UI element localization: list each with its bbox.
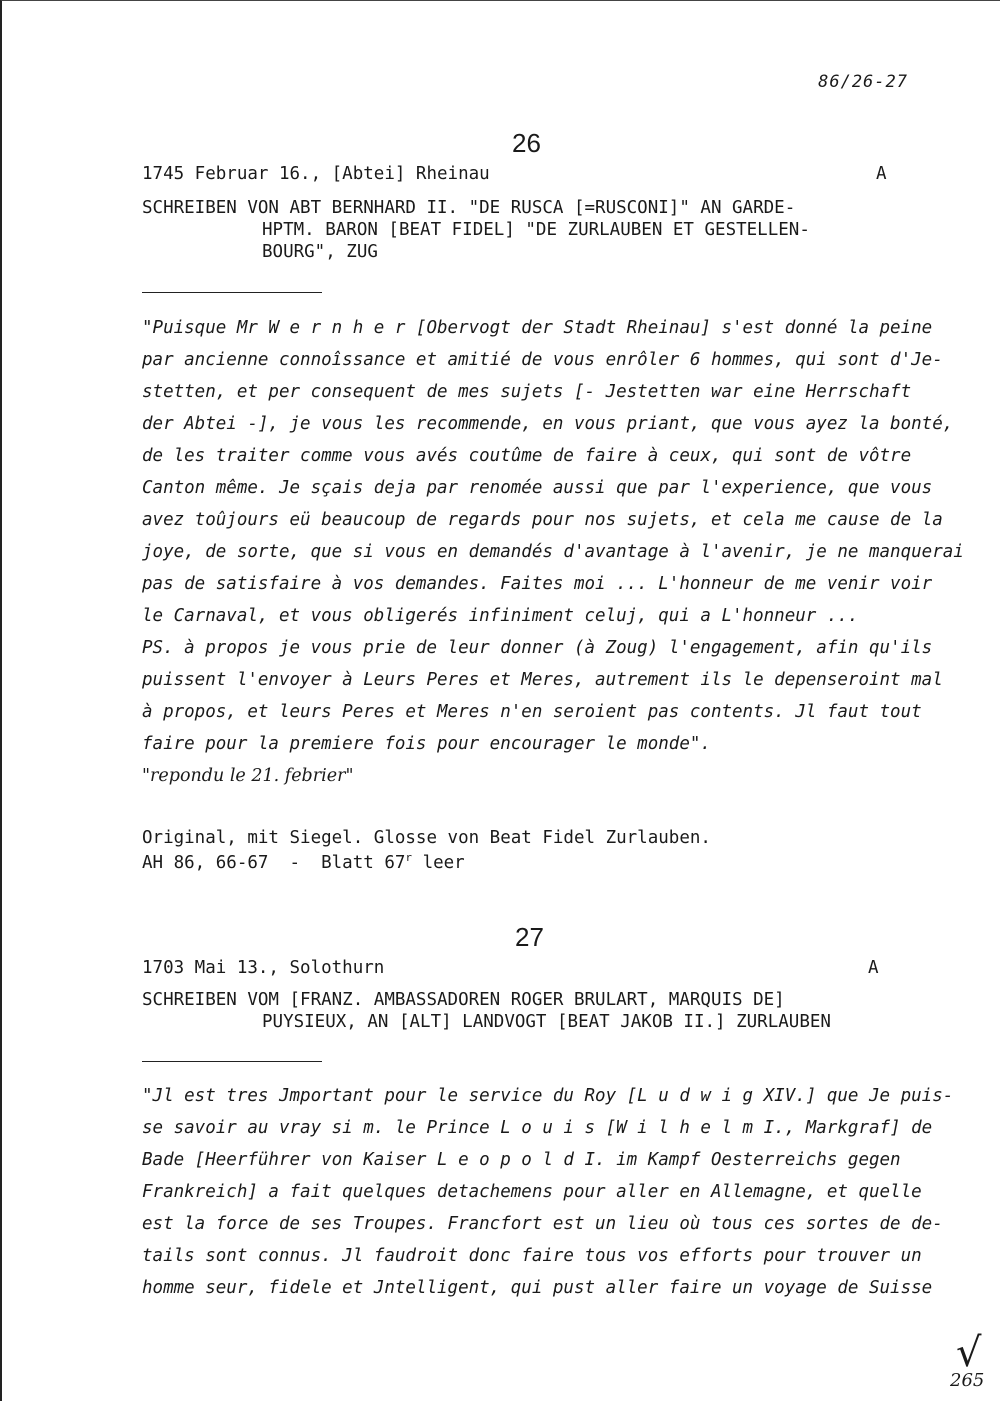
doc26-body xyxy=(142,312,964,792)
doc27-separator xyxy=(142,1061,322,1062)
body-line: le Carnaval, et vous obligerés infiniment celuj, qui a L'honneur ... xyxy=(142,606,859,626)
body-line: stetten, et per consequent de mes sujets [- Jestetten war eine Herrschaft xyxy=(142,382,912,402)
doc26-note-suffix: leer xyxy=(412,852,465,873)
doc27-number: 27 xyxy=(515,922,544,952)
doc27-heading-line: PUYSIEUX, AN [ALT] LANDVOGT [BEAT JAKOB II.] ZURLAUBEN xyxy=(262,1012,831,1032)
body-line: avez toûjours eü beaucoup de regards pour nos sujets, et cela me cause de la xyxy=(142,510,943,530)
doc27-body xyxy=(142,1080,954,1304)
body-line: "Jl est tres Jmportant pour le service du Roy [L u d w i g XIV.] que Je puis- xyxy=(142,1086,954,1106)
body-line: der Abtei -], je vous les recommende, en vous priant, que vous ayez la bonté, xyxy=(142,414,954,434)
doc26-date-place: 1745 Februar 16., [Abtei] Rheinau xyxy=(142,164,490,184)
doc26-heading-line: HPTM. BARON [BEAT FIDEL] "DE ZURLAUBEN ET GESTELLEN- xyxy=(262,220,810,240)
body-line: Frankreich] a fait quelques detachemens pour aller en Allemagne, et quelle xyxy=(142,1182,922,1202)
handwritten-note: "repondu le 21. febrier" xyxy=(142,766,354,786)
body-line: joye, de sorte, que si vous en demandés d'avantage à l'avenir, je ne manquerai xyxy=(142,542,964,562)
doc26-heading-line: SCHREIBEN VON ABT BERNHARD II. "DE RUSCA [=RUSCONI]" AN GARDE- xyxy=(142,198,796,218)
doc26-note-line xyxy=(142,851,465,873)
doc26-note-line: Original, mit Siegel. Glosse von Beat Fidel Zurlauben. xyxy=(142,828,711,848)
body-line: Bade [Heerführer von Kaiser L e o p o l d I. im Kampf Oesterreichs gegen xyxy=(142,1150,901,1170)
page-count-mark: 265 xyxy=(950,1370,985,1391)
doc27-heading-line: SCHREIBEN VOM [FRANZ. AMBASSADOREN ROGER BRULART, MARQUIS DE] xyxy=(142,990,785,1010)
doc26-separator xyxy=(142,292,322,293)
body-line: faire pour la premiere fois pour encourager le monde". xyxy=(142,734,711,754)
body-line: est la force de ses Troupes. Francfort est un lieu où tous ces sortes de de- xyxy=(142,1214,943,1234)
body-line: PS. à propos je vous prie de leur donner (à Zoug) l'engagement, afin qu'ils xyxy=(142,638,933,658)
body-line: se savoir au vray si m. le Prince L o u i s [W i l h e l m I., Markgraf] de xyxy=(142,1118,933,1138)
body-line: tails sont connus. Jl faudroit donc faire tous vos efforts pour trouver un xyxy=(142,1246,922,1266)
body-line: "Puisque Mr W e r n h e r [Obervogt der Stadt Rheinau] s'est donné la peine xyxy=(142,318,933,338)
doc26-heading-line: BOURG", ZUG xyxy=(262,242,378,262)
body-line: à propos, et leurs Peres et Meres n'en seroient pas contents. Jl faut tout xyxy=(142,702,922,722)
doc27-type-code: A xyxy=(868,958,879,978)
doc26-type-code: A xyxy=(876,164,887,184)
body-line: pas de satisfaire à vos demandes. Faites moi ... L'honneur de me venir voir xyxy=(142,574,933,594)
doc26-note-superscript: r xyxy=(405,851,413,864)
body-line: homme seur, fidele et Jntelligent, qui pust aller faire un voyage de Suisse xyxy=(142,1278,933,1298)
doc26-note-source: AH 86, 66-67 - Blatt 67 xyxy=(142,852,406,873)
reference-number: 86/26-27 xyxy=(818,72,908,92)
body-line: puissent l'envoyer à Leurs Peres et Meres, autrement ils le depenseroint mal xyxy=(142,670,943,690)
body-line: de les traiter comme vous avés coutûme de faire à ceux, qui sont de vôtre xyxy=(142,446,912,466)
doc27-date-place: 1703 Mai 13., Solothurn xyxy=(142,958,385,978)
checkmark-icon: √ xyxy=(956,1330,982,1376)
doc26-number: 26 xyxy=(512,128,541,158)
body-line: par ancienne connoîssance et amitié de vous enrôler 6 hommes, qui sont d'Je- xyxy=(142,350,943,370)
body-line: Canton même. Je sçais deja par renomée aussi que par l'experience, que vous xyxy=(142,478,933,498)
